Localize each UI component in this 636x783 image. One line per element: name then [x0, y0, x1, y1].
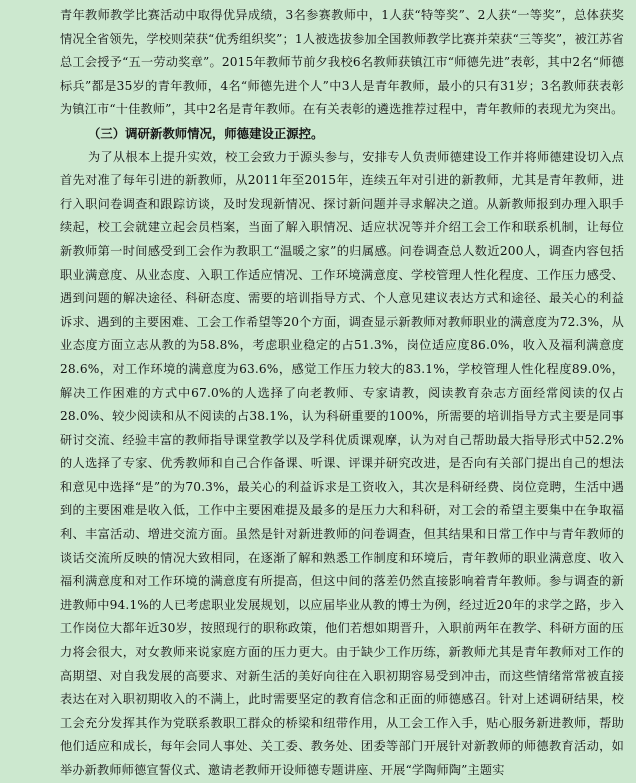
intro-paragraph: 青年教师教学比赛活动中取得优异成绩，3名参赛教师中，1人获“特等奖”、2人获“一等奖”，总体获奖情况全省领先，学校则荣获“优秀组织奖”；1人被选拔参加全国教师教学比赛并荣获“三等奖”，被江苏省总工会授予“五一劳动奖章”。2015年教师节前夕我校6名教师获镇江市“师德先进”表彰，其中2名“师德标兵”都是35岁的青年教师，4名“师德先进个人”中3人是青年教师，最小的只有31岁；3名教师获表彰为镇江市“十佳教师”，其中2名是青年教师。在有关表彰的遴选推荐过程中，青年教师的表现尤为突出。 — [60, 8, 624, 117]
body-paragraph: 为了从根本上提升实效，校工会致力于源头参与，安排专人负责师德建设工作并将师德建设切入点首先对准了每年引进的新教师，从2011年至2015年，连续五年对引进的新教师，尤其是青年教师，进行入职问卷调查和跟踪访谈，及时发现新情况、探讨新问题并寻求解决之道。从新教师报到办理入职手续起，校工会就建立起会员档案，当面了解入职情况、适应状况等并介绍工会工作和联系机制，让每位新教师第一时间感受到工会作为教职工“温暖之家”的归属感。问卷调查总人数近200人，调查内容包括职业满意度、从业态度、入职工作适应情况、工作环境满意度、学校管理人性化程度、工作压力感受、遇到问题的解决途径、科研态度、需要的培训指导方式、个人意见建议表达方式和途径、最关心的利益诉求、遇到的主要困难、工会工作希望等20个方面，调查显示新教师对教师职业的满意度为72.3%，从业态度方面立志从教的为58.8%，考虑职业稳定的占51.3%，岗位适应度86.0%，收入及福利满意度28.6%，对工作环境的满意度为63.6%，感觉工作压力较大的83.1%，学校管理人性化程度89.0%，解决工作困难的方式中67.0%的人选择了向老教师、专家请教，阅读教育杂志方面经常阅读的仅占28.0%、较少阅读和从不阅读的占38.1%，认为科研重要的100%，所需要的培训指导方式主要是同事研讨交流、经验丰富的教师指导课堂教学以及学科优质课观摩，认为对自己帮助最大指导形式中52.2%的人选择了专家、优秀教师和自己合作备课、听课、评课并研究改进，是否向有关部门提出自己的想法和意见中选择“是”的为70.3%，最关心的利益诉求是工资收入，其次是科研经费、岗位竞聘，生活中遇到的主要困难是收入低，工作中主要困难提及最多的是压力大和科研，对工会的希望主要集中在争取福利、丰富活动、增进交流方面。虽然是针对新进教师的问卷调查，但其结果和日常工作中与青年教师的谈话交流所反映的情况大致相同，在逐渐了解和熟悉工作制度和环境后，青年教师的职业满意度、收入福利满意度和对工作环境的满意度有所提高，但这中间的落差仍然直接影响着青年教师。参与调查的新进教师中94.1%的人已考虑职业发展规划，以应届毕业从教的博士为例，经过近20年的求学之路，步入工作岗位大都年近30岁，按照现行的职称政策，他们若想如期晋升，入职前两年在教学、科研方面的压力将会很大，对女教师来说家庭方面的压力更大。由于缺少工作历练，新教师尤其是青年教师对工作的高期望、对自我发展的高要求、对新生活的美好向往在入职初期容易受到冲击，而这些情绪常常被直接表达在对入职初期收入的不满上，此时需要坚定的教育信念和正面的师德感召。针对上述调研结果，校工会充分发挥其作为党联系教职工群众的桥梁和纽带作用，从工会工作入手，贴心服务新进教师，帮助他们适应和成长，每年会同人事处、关工委、教务处、团委等部门开展针对新教师的师德教育活动，如举办新教师师德宣誓仪式、邀请老教师开设师德专题讲座、开展“学陶师陶”主题实 — [60, 149, 624, 777]
section-heading: （三）调研新教师情况，师德建设正源控。 — [88, 125, 324, 141]
